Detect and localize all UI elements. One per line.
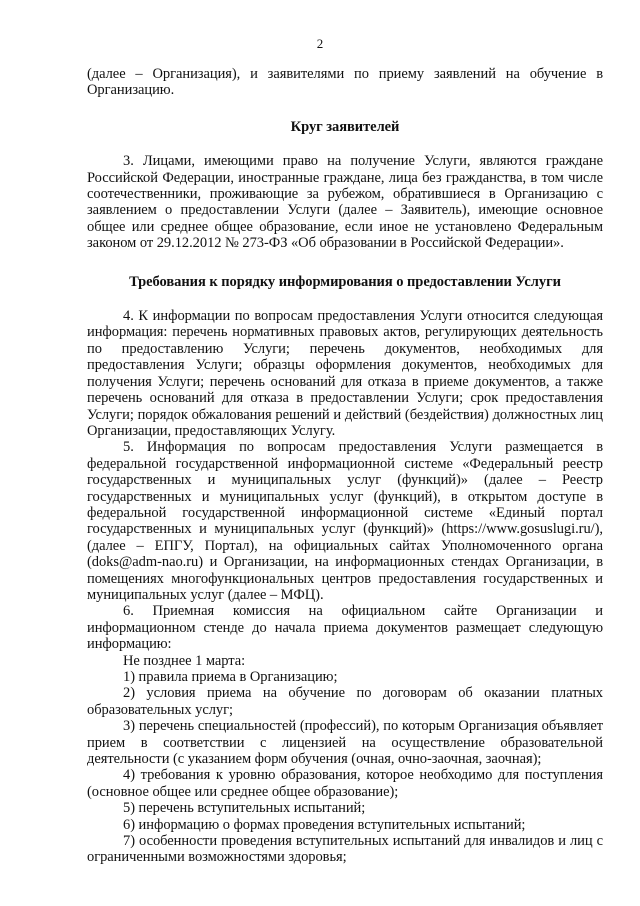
page-number: 2 <box>316 36 324 51</box>
list-item-7: 7) особенности проведения вступительных испытаний для инвалидов и лиц с ограниченными возможностями здоровья; <box>87 833 603 866</box>
deadline-line: Не позднее 1 марта: <box>123 652 246 669</box>
section-heading-informing: Требования к порядку информирования о предоставлении Услуги <box>129 273 561 290</box>
list-item-5: 5) перечень вступительных испытаний; <box>123 800 366 817</box>
section-heading-applicants: Круг заявителей <box>290 118 400 135</box>
paragraph-5: 5. Информация по вопросам предоставления Услуги размещается в федеральной государственной информационной системе «Федеральный реестр государственных и муниципальных услуг (функций)» (далее – Реестр государственных и муниципальных услуг (функций), в открытом доступе в федеральной государственной информационной системе «Единый портал государственных и муниципальных услуг (функций)» (https://www.gosuslugi.ru/), (далее – ЕПГУ, Портал), на официальных сайтах Уполномоченного органа (doks@adm-nao.ru) и Организации, на информационных стендах Организации, в помещениях многофункциональных центров предоставления государственных и муниципальных услуг (далее – МФЦ). <box>87 439 603 603</box>
paragraph-4: 4. К информации по вопросам предоставления Услуги относится следующая информация: перечень нормативных правовых актов, регулирующих деятельность по предоставлению Услуги; перечень документов, необходимых для предоставления Услуги; образцы оформления документов, необходимых для получения Услуги; перечень оснований для отказа в приеме документов, а также перечень оснований для отказа в предоставлении Услуги; срок предоставления Услуги; порядок обжалования решений и действий (бездействия) должностных лиц Организации, предоставляющих Услугу. <box>87 308 603 439</box>
list-item-1: 1) правила приема в Организацию; <box>123 669 338 685</box>
paragraph-6: 6. Приемная комиссия на официальном сайте Организации и информационном стенде до начала приема документов размещает следующую информацию: <box>87 603 603 653</box>
list-item-2: 2) условия приема на обучение по договорам об оказании платных образовательных услуг; <box>87 685 603 718</box>
document-body <box>87 66 603 866</box>
paragraph-3: 3. Лицами, имеющими право на получение Услуги, являются граждане Российской Федерации, иностранные граждане, лица без гражданства, в том числе соотечественники, проживающие за рубежом, обратившиеся в Организацию с заявлением о предоставлении Услуги (далее – Заявитель), имеющие основное общее или среднее общее образование, если иное не установлено Федеральным законом от 29.12.2012 № 273-ФЗ «Об образовании в Российской Федерации». <box>87 153 603 252</box>
list-item-3: 3) перечень специальностей (профессий), по которым Организация объявляет прием в соответствии с лицензией на осуществление образовательной деятельности (с указанием форм обучения (очная, очно-заочная, заочная); <box>87 718 603 768</box>
list-item-6: 6) информацию о формах проведения вступительных испытаний; <box>123 816 526 833</box>
list-item-4: 4) требования к уровню образования, которое необходимо для поступления (основное общее или среднее общее образование); <box>87 767 603 800</box>
intro-paragraph: (далее – Организация), и заявителями по приему заявлений на обучение в Организацию. <box>87 66 603 99</box>
